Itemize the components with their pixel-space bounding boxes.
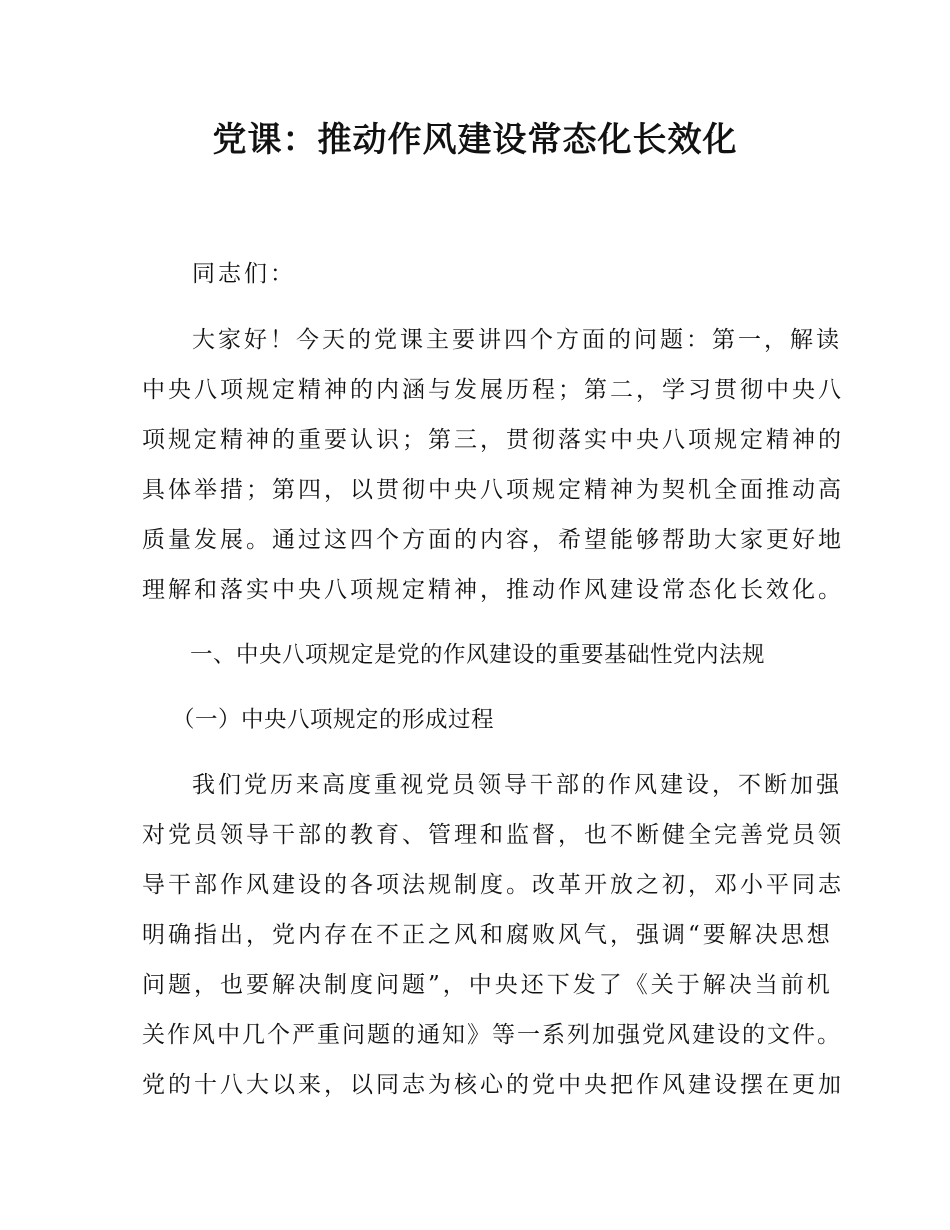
paragraph-line: 质量发展。通过这四个方面的内容，希望能够帮助大家更好地 [142, 527, 844, 553]
subsection-heading: （一）中央八项规定的形成过程 [172, 707, 495, 733]
paragraph-line: 问题，也要解决制度问题”，中央还下发了《关于解决当前机 [142, 972, 833, 998]
paragraph-line: 党的十八大以来，以同志为核心的党中央把作风建设摆在更加 [142, 1072, 844, 1098]
paragraph-line: 中央八项规定精神的内涵与发展历程；第二，学习贯彻中央八 [142, 377, 844, 403]
paragraph-line: 我们党历来高度重视党员领导干部的作风建设，不断加强 [192, 772, 842, 798]
section-heading: 一、中央八项规定是党的作风建设的重要基础性党内法规 [190, 642, 766, 668]
document-title: 党课：推动作风建设常态化长效化 [212, 120, 738, 160]
paragraph-line: 具体举措；第四，以贯彻中央八项规定精神为契机全面推动高 [142, 477, 844, 503]
paragraph-line: 明确指出，党内存在不正之风和腐败风气，强调“要解决思想 [142, 922, 833, 948]
paragraph-line: 理解和落实中央八项规定精神，推动作风建设常态化长效化。 [142, 577, 844, 603]
paragraph-line: 导干部作风建设的各项法规制度。改革开放之初，邓小平同志 [142, 872, 844, 898]
paragraph-line: 大家好！今天的党课主要讲四个方面的问题：第一，解读 [192, 327, 842, 353]
paragraph-line: 项规定精神的重要认识；第三，贯彻落实中央八项规定精神的 [142, 427, 844, 453]
paragraph-line: 关作风中几个严重问题的通知》等一系列加强党风建设的文件。 [142, 1022, 842, 1048]
paragraph-line: 对党员领导干部的教育、管理和监督，也不断健全完善党员领 [142, 822, 844, 848]
salutation: 同志们： [192, 261, 296, 287]
